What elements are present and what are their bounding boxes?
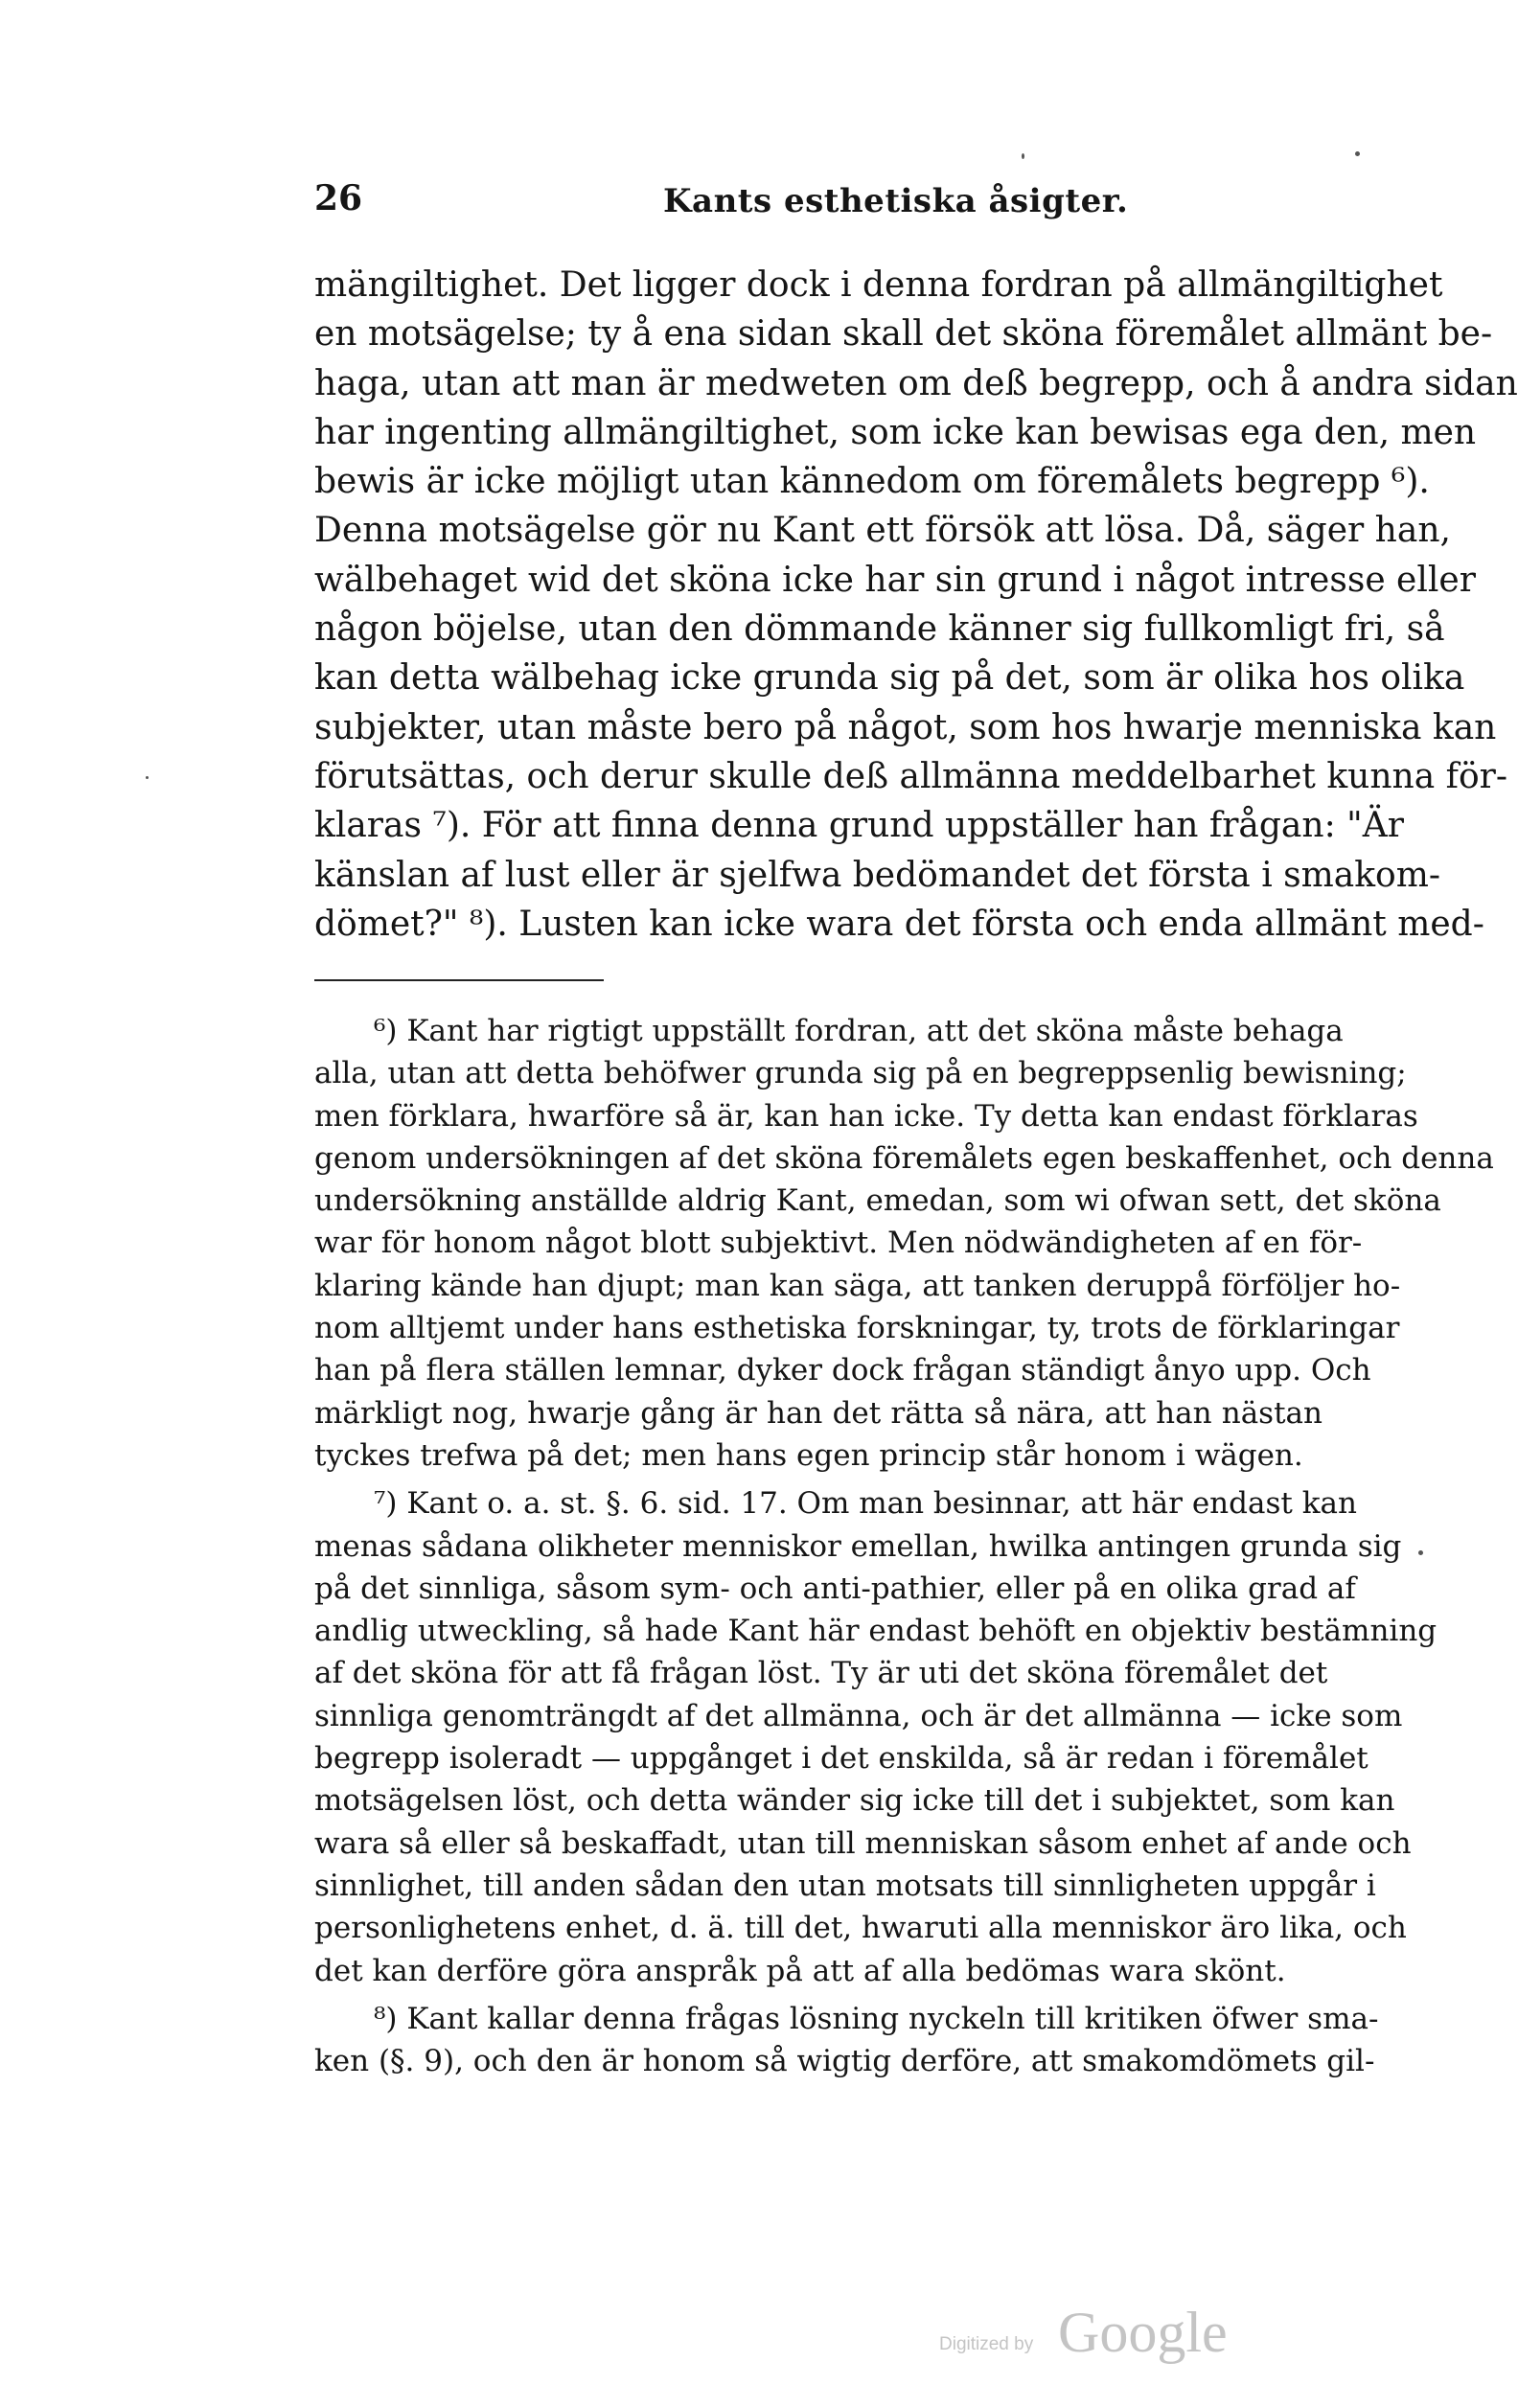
text-line: har ingenting allmängiltighet, som icke kan bewisas ega den, men	[314, 412, 1477, 452]
text-line: bewis är icke möjligt utan kännedom om föremålets begrepp ⁶).	[314, 462, 1430, 502]
running-title: Kants esthetiska åsigter.	[663, 182, 1129, 220]
footnote-line: men förklara, hwarföre så är, kan han icke. Ty detta kan endast förklaras	[314, 1098, 1418, 1134]
footnotes	[314, 1010, 1494, 2088]
footnote-line: märkligt nog, hwarje gång är han det rätta så nära, att han nästan	[314, 1395, 1322, 1431]
footnote-line: war för honom något blott subjektivt. Men nödwändigheten af en för-	[314, 1226, 1363, 1261]
text-line: kan detta wälbehag icke grunda sig på det, som är olika hos olika	[314, 658, 1465, 699]
footnote-line: han på flera ställen lemnar, dyker dock frågan ständigt ånyo upp. Och	[314, 1353, 1371, 1388]
footnote-line: sinnliga genomträngdt af det allmänna, och är det allmänna — icke som	[314, 1698, 1403, 1733]
footnote-line: motsägelsen löst, och detta wänder sig icke till det i subjektet, som kan	[314, 1783, 1395, 1819]
footnote-line: klaring kände han djupt; man kan säga, att tanken deruppå förföljer ho-	[314, 1268, 1401, 1303]
text-line: klaras ⁷). För att finna denna grund uppställer han frågan: "Är	[314, 806, 1404, 846]
footnote-6	[314, 1010, 1494, 1477]
footnote-line: ⁸) Kant kallar denna frågas lösning nyckeln till kritiken öfwer sma-	[374, 2001, 1379, 2036]
main-text	[314, 261, 1518, 949]
footnote-line: tyckes trefwa på det; men hans egen princip står honom i wägen.	[314, 1437, 1303, 1473]
text-line: känslan af lust eller är sjelfwa bedömandet det första i smakom-	[314, 855, 1441, 895]
scan-speck	[1022, 153, 1024, 159]
text-line: en motsägelse; ty å ena sidan skall det sköna föremålet allmänt be-	[314, 314, 1493, 355]
watermark-prefix: Digitized by	[939, 2334, 1034, 2354]
footnote-line: genom undersökningen af det sköna föremålets egen beskaffenhet, och denna	[314, 1140, 1494, 1176]
scan-speck	[1418, 1550, 1423, 1555]
footnote-line: nom alltjemt under hans esthetiska forskningar, ty, trots de förklaringar	[314, 1311, 1400, 1346]
text-line: mängiltighet. Det ligger dock i denna fordran på allmängiltighet	[314, 265, 1443, 305]
page-number: 26	[314, 178, 363, 218]
footnote-line: ken (§. 9), och den är honom så wigtig derföre, att smakomdömets gil-	[314, 2044, 1375, 2079]
footnote-8	[314, 1998, 1379, 2083]
footnote-line: menas sådana olikheter menniskor emellan, hwilka antingen grunda sig	[314, 1528, 1402, 1564]
google-logo: Google	[1058, 2301, 1228, 2364]
footnote-line: alla, utan att detta behöfwer grunda sig på en begreppsenlig bewisning;	[314, 1056, 1407, 1091]
footnote-line: wara så eller så beskaffadt, utan till menniskan såsom enhet af ande och	[314, 1825, 1412, 1861]
footnote-separator	[314, 979, 604, 981]
text-line: Denna motsägelse gör nu Kant ett försök att lösa. Då, säger han,	[314, 511, 1451, 551]
footnote-line: af det sköna för att få frågan löst. Ty är uti det sköna föremålet det	[314, 1656, 1328, 1691]
footnote-line: på det sinnliga, såsom sym- och anti-pathier, eller på en olika grad af	[314, 1571, 1356, 1606]
text-line: haga, utan att man är medweten om deß begrepp, och å andra sidan	[314, 363, 1518, 403]
scan-speck	[1355, 151, 1360, 156]
footnote-line: personlighetens enhet, d. ä. till det, hwaruti alla menniskor äro lika, och	[314, 1911, 1407, 1946]
page-header	[314, 178, 1181, 226]
digitized-by-google-watermark	[939, 2300, 1265, 2367]
footnote-line: ⁶) Kant har rigtigt uppställt fordran, att det sköna måste behaga	[374, 1014, 1344, 1048]
footnote-line: sinnlighet, till anden sådan den utan motsats till sinnligheten uppgår i	[314, 1868, 1376, 1903]
text-line: subjekter, utan måste bero på något, som hos hwarje menniska kan	[314, 707, 1497, 747]
text-line: förutsättas, och derur skulle deß allmänna meddelbarhet kunna för-	[314, 756, 1507, 796]
text-line: wälbehaget wid det sköna icke har sin grund i något intresse eller	[314, 560, 1476, 600]
footnote-line: det kan derföre göra anspråk på att af alla bedömas wara skönt.	[314, 1953, 1286, 1988]
footnote-line: ⁷) Kant o. a. st. §. 6. sid. 17. Om man besinnar, att här endast kan	[374, 1486, 1357, 1522]
footnote-line: andlig utweckling, så hade Kant här endast behöft en objektiv bestämning	[314, 1614, 1438, 1649]
text-line: någon böjelse, utan den dömmande känner sig fullkomligt fri, så	[314, 609, 1445, 650]
text-line: dömet?" ⁸). Lusten kan icke wara det första och enda allmänt med-	[314, 904, 1484, 944]
footnote-line: undersökning anställde aldrig Kant, emedan, som wi ofwan sett, det sköna	[314, 1183, 1441, 1219]
footnote-7	[314, 1482, 1438, 1992]
scan-speck	[146, 776, 149, 779]
footnote-line: begrepp isoleradt — uppgånget i det enskilda, så är redan i föremålet	[314, 1741, 1368, 1777]
